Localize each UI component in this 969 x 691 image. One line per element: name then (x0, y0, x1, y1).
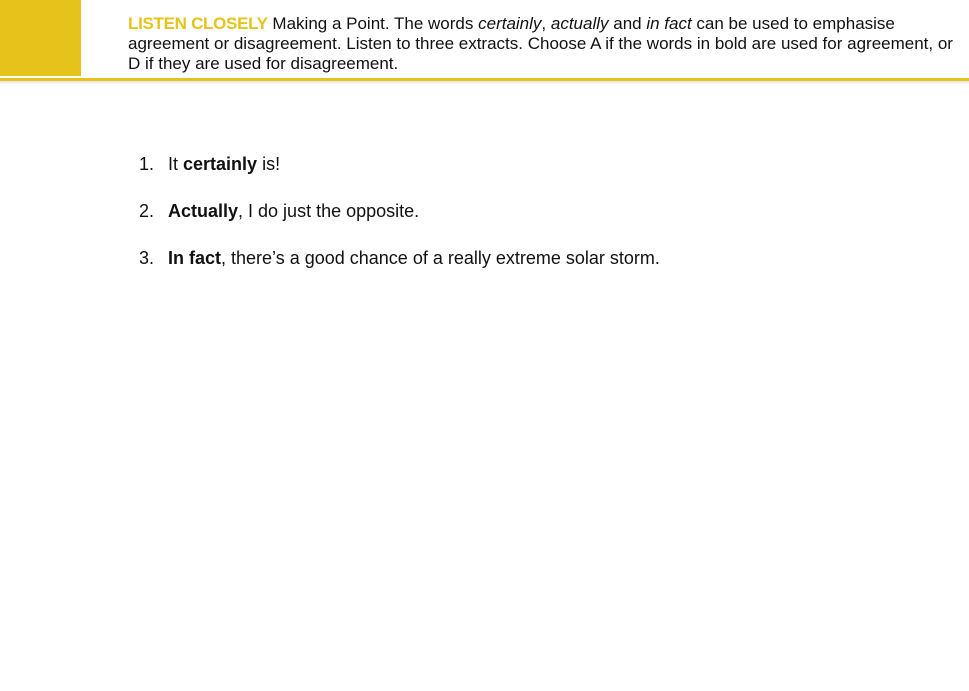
keyword-actually: actually (550, 14, 609, 33)
item-number: 3. (139, 248, 155, 268)
instructions-sep-2: and (608, 14, 647, 33)
item-text-post: , there’s a good chance of a really extreme solar storm. (221, 248, 660, 268)
section-kicker: LISTEN CLOSELY (128, 14, 268, 33)
item-number: 1. (139, 154, 155, 174)
keyword-certainly: certainly (478, 14, 542, 33)
item-bold-word: In fact (168, 248, 222, 268)
header-divider-shadow (0, 81, 969, 85)
header-accent-block (0, 0, 81, 76)
instructions-intro: Making a Point. The words (267, 14, 479, 33)
item-bold-word: certainly (183, 154, 258, 174)
item-number: 2. (139, 201, 155, 221)
keyword-in-fact: in fact (646, 14, 692, 33)
instructions-sep-1: , (541, 14, 551, 33)
instructions-outro: can be used to emphasise agreement or disagreement. Listen to three extracts. Choose A if the words in bold are used for agreement, or D if they are used for disagreement. (128, 14, 953, 73)
item-text-post: , I do just the opposite. (238, 201, 420, 221)
item-text-pre: It (168, 154, 184, 174)
item-text-post: is! (257, 154, 281, 174)
extract-list (139, 152, 660, 293)
list-item (139, 199, 660, 246)
instructions (128, 14, 958, 74)
item-bold-word: Actually (168, 201, 239, 221)
list-item (139, 246, 660, 293)
list-item (139, 152, 660, 199)
